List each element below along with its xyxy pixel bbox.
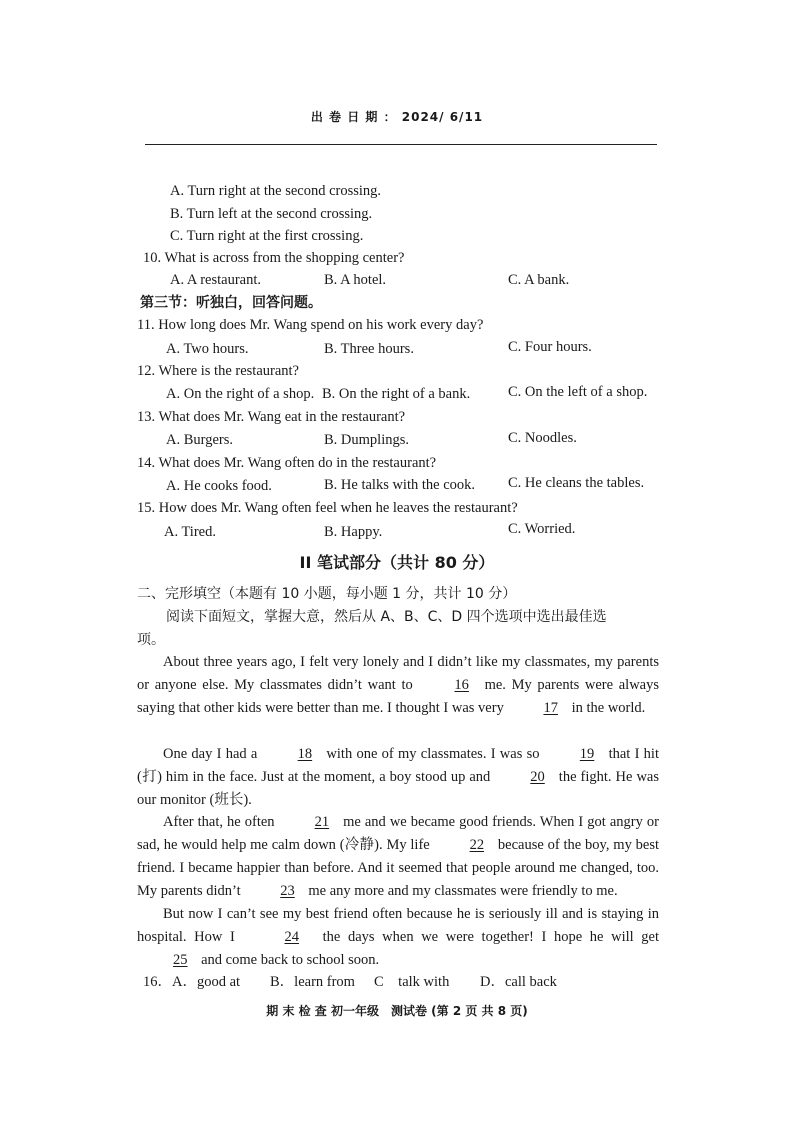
blank-22: 22: [469, 837, 485, 853]
q16-number: 16．: [143, 974, 172, 990]
cloze-instruction-line2: 项。: [137, 632, 165, 648]
q12-option-c: C. On the left of a shop.: [508, 384, 648, 400]
q10-option-b: B. A hotel.: [324, 272, 387, 288]
q9-option-a: A. Turn right at the second crossing.: [170, 183, 382, 199]
q15-option-a: A. Tired.: [164, 524, 216, 540]
blank-19: 19: [579, 746, 595, 762]
q12-option-a: A. On the right of a shop.: [166, 386, 315, 402]
section3-title: 第三节：听独白，回答问题。: [140, 295, 322, 311]
q15-option-b: B. Happy.: [324, 524, 383, 540]
p4-text-3: and come back to school soon.: [197, 952, 380, 968]
q11-option-b: B. Three hours.: [324, 341, 414, 357]
p4-text-2: the days when we were together! I hope he will get: [314, 929, 660, 945]
blank-16: 16: [454, 677, 469, 693]
p1-text-1: About three years ago, I felt very lonely and I didn’t like my classmates, my parents or anyone else. My classmates didn’t want to: [137, 654, 659, 693]
p3-text-1: After that, he often: [163, 814, 279, 830]
cloze-paragraph-1: [137, 651, 659, 720]
question-12: 12. Where is the restaurant?: [137, 363, 299, 379]
question-14: 14. What does Mr. Wang often do in the restaurant?: [137, 455, 437, 471]
blank-25: 25: [173, 952, 188, 968]
p3-text-3: because of the boy, my best friend. I became happier than before. And it seemed that people around me changed, too. My parents didn’t: [137, 837, 660, 899]
blank-23: 23: [280, 883, 295, 899]
q13-option-c: C. Noodles.: [508, 430, 577, 446]
question-15: 15. How does Mr. Wang often feel when he leaves the restaurant?: [137, 500, 518, 516]
cloze-instruction-line1: 阅读下面短文，掌握大意，然后从 A、B、C、D 四个选项中选出最佳选: [166, 609, 607, 625]
blank-18: 18: [297, 746, 313, 762]
q13-option-b: B. Dumplings.: [324, 432, 409, 448]
page-footer: 期 末 检 查 初一年级 测试卷 (第 2 页 共 8 页): [266, 1004, 528, 1018]
cloze-paragraph-4: [137, 903, 659, 972]
question-11: 11. How long does Mr. Wang spend on his work every day?: [137, 317, 484, 333]
q16-option-a: A．good at: [172, 974, 241, 990]
question-10: 10. What is across from the shopping center?: [143, 250, 405, 266]
q14-option-b: B. He talks with the cook.: [324, 477, 476, 493]
header-rule: [145, 144, 657, 145]
q12-option-b: B. On the right of a bank.: [322, 386, 471, 402]
question-13: 13. What does Mr. Wang eat in the restaurant?: [137, 409, 406, 425]
part2-title: II 笔试部分（共计 80 分）: [299, 553, 495, 572]
q11-option-c: C. Four hours.: [508, 339, 592, 355]
p3-text-2: me and we became good friends. When I got angry or sad, he would help me calm down (冷静). My life: [137, 814, 659, 853]
q9-option-b: B. Turn left at the second crossing.: [170, 206, 373, 222]
p2-text-4: the fight. He was our monitor (班长).: [137, 769, 659, 808]
q13-option-a: A. Burgers.: [166, 432, 233, 448]
q14-option-a: A. He cooks food.: [166, 478, 272, 494]
p2-text-1: One day I had a: [163, 746, 262, 762]
blank-21: 21: [314, 814, 330, 830]
p4-text-1: But now I can’t see my best friend often because he is seriously ill and is staying in hospital. How I: [137, 906, 659, 945]
cloze-paragraph-3: [137, 811, 659, 903]
p2-text-3: that I hit (打) him in the face. Just at the moment, a boy stood up and: [137, 746, 659, 785]
cloze-paragraph-2: [137, 743, 659, 812]
cloze-heading: 二、完形填空（本题有 10 小题，每小题 1 分，共计 10 分）: [137, 586, 517, 602]
q16-option-d: D．call back: [480, 974, 557, 990]
p1-text-2: me. My parents were always saying that other kids were better than me. I thought I was very: [137, 677, 660, 716]
q9-option-c: C. Turn right at the first crossing.: [170, 228, 364, 244]
p1-text-3: in the world.: [567, 700, 646, 716]
blank-20: 20: [530, 769, 545, 785]
q10-option-c: C. A bank.: [508, 272, 570, 288]
q16-option-c: C talk with: [374, 974, 450, 990]
q16-option-b: B．learn from: [270, 974, 355, 990]
q14-option-c: C. He cleans the tables.: [508, 475, 645, 491]
q10-option-a: A. A restaurant.: [170, 272, 262, 288]
page-header: 出 卷 日 期 ： 2024/ 6/11: [310, 110, 484, 124]
q15-option-c: C. Worried.: [508, 521, 576, 537]
q11-option-a: A. Two hours.: [166, 341, 249, 357]
p2-text-2: with one of my classmates. I was so: [322, 746, 544, 762]
p3-text-4: me any more and my classmates were friendly to me.: [304, 883, 618, 899]
blank-17: 17: [543, 700, 558, 716]
blank-24: 24: [284, 929, 299, 945]
